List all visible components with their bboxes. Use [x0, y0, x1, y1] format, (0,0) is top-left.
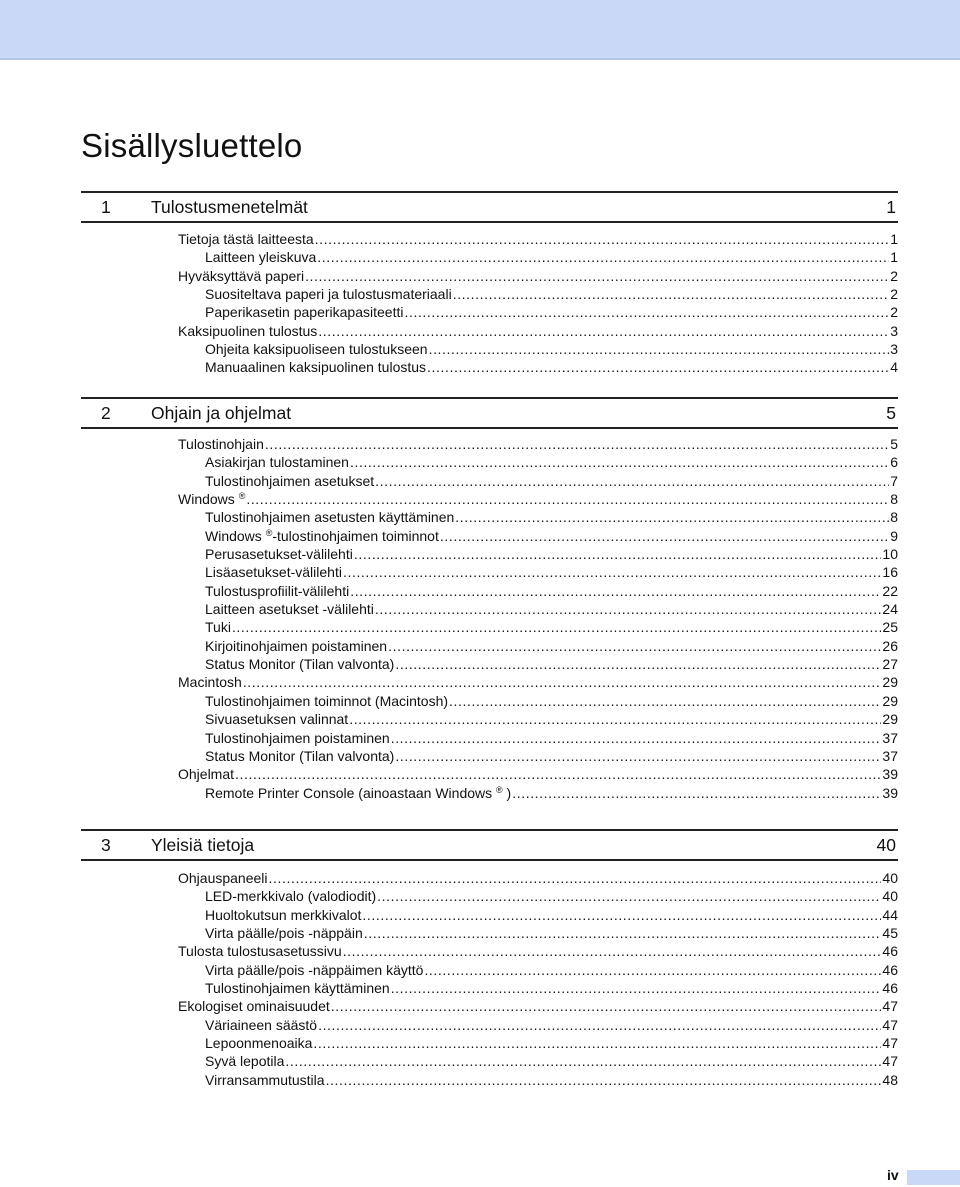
dot-leader — [343, 563, 881, 581]
toc-entry[interactable] — [178, 527, 898, 545]
toc-entry-label — [178, 765, 234, 783]
page-tab-color-block — [907, 1170, 960, 1185]
toc-entry[interactable] — [178, 692, 898, 710]
toc-entry-label-text: Kirjoitinohjaimen poistaminen — [205, 637, 388, 654]
toc-entry-page-number: 3 — [890, 341, 898, 358]
toc-entry-label — [178, 869, 268, 887]
toc-entry-page-number: 44 — [882, 906, 898, 923]
toc-entry-label — [205, 545, 353, 563]
toc-entry-page-number: 8 — [890, 509, 898, 526]
toc-entry-page-number: 27 — [882, 656, 898, 673]
toc-entry-label-text: Manuaalinen kaksipuolinen tulostus — [205, 359, 427, 376]
toc-entry[interactable] — [178, 508, 898, 526]
toc-entry-label — [178, 267, 304, 285]
toc-entry-label-text: Laitteen asetukset -välilehti — [205, 601, 374, 618]
toc-entry-label — [205, 924, 363, 942]
dot-leader — [349, 710, 881, 728]
dot-leader — [285, 1052, 881, 1070]
toc-entry-label-text: Hyväksyttävä paperi — [178, 267, 305, 284]
toc-entry-label-text: Virta päälle/pois -näppäin — [205, 925, 363, 942]
toc-entry-page-number: 47 — [882, 1016, 898, 1033]
toc-entry-label-text: Ohjauspaneeli — [178, 870, 268, 886]
toc-entry-label — [178, 673, 242, 691]
toc-entry[interactable] — [178, 942, 898, 960]
toc-entry-page-number: 40 — [882, 870, 898, 886]
toc-entry-label — [205, 1071, 325, 1089]
dot-leader — [427, 358, 889, 376]
toc-entry-page-number: 39 — [882, 766, 898, 783]
toc-entry-label-text: Tulostinohjain — [178, 436, 264, 452]
toc-entry[interactable] — [178, 961, 898, 979]
dot-leader — [364, 924, 882, 942]
toc-entry-label-text: Windows — [178, 491, 235, 508]
toc-entry-label — [178, 435, 264, 453]
footer-page-number: iv — [887, 1167, 899, 1183]
chapter-title: Tulostusmenetelmät — [151, 197, 308, 217]
chapter-number: 1 — [101, 197, 111, 217]
toc-entry-page-number: 47 — [882, 998, 898, 1015]
toc-entry-label — [205, 285, 452, 303]
toc-entry-page-number: 47 — [882, 1053, 898, 1070]
dot-leader — [391, 729, 882, 747]
registered-mark: ® — [265, 527, 273, 538]
toc-entry-label-text: Tulosta tulostusasetussivu — [178, 943, 342, 960]
toc-entry-page-number: 26 — [882, 637, 898, 654]
dot-leader — [391, 979, 882, 997]
dot-leader — [512, 784, 881, 802]
toc-entry[interactable] — [178, 435, 898, 453]
toc-entry-page-number: 40 — [882, 888, 898, 905]
dot-leader — [354, 545, 882, 563]
toc-entry-label — [178, 997, 330, 1015]
toc-entry[interactable] — [178, 230, 898, 248]
toc-entry-label-text: Syvä lepotila — [205, 1053, 285, 1070]
toc-entry-label — [205, 453, 349, 471]
toc-entry[interactable] — [178, 472, 898, 490]
toc-entry-label — [205, 710, 348, 728]
toc-entry-page-number: 3 — [890, 322, 898, 339]
registered-mark: ® — [496, 784, 503, 795]
toc-entry-page-number: 29 — [882, 711, 898, 728]
toc-entry-label — [205, 340, 428, 358]
toc-entry[interactable] — [178, 924, 898, 942]
toc-entry[interactable] — [178, 1034, 898, 1052]
chapter-2-heading[interactable] — [81, 397, 898, 429]
toc-entry[interactable] — [178, 248, 898, 266]
toc-entry[interactable] — [178, 563, 898, 581]
toc-entry[interactable] — [178, 729, 898, 747]
toc-entry-label — [205, 692, 448, 710]
toc-entry-page-number: 2 — [890, 304, 898, 321]
dot-leader — [326, 1071, 882, 1089]
toc-entry-label-text: Ohjeita kaksipuoliseen tulostukseen — [205, 341, 428, 358]
dot-leader — [424, 961, 881, 979]
dot-leader — [350, 453, 889, 471]
toc-entry-label — [205, 1052, 284, 1070]
toc-entry[interactable] — [178, 637, 898, 655]
toc-entry-page-number: 16 — [882, 564, 898, 581]
toc-entry-label-text: Macintosh — [178, 674, 242, 691]
toc-entry-label — [178, 942, 342, 960]
toc-entry-label-text: Suositeltava paperi ja tulostusmateriaali — [205, 286, 452, 303]
toc-entry-page-number: 1 — [890, 231, 898, 247]
toc-entry[interactable] — [178, 322, 898, 340]
toc-entry-label-text: Väriaineen säästö — [205, 1016, 318, 1033]
toc-entry-label — [205, 527, 439, 545]
chapter-1-heading[interactable] — [81, 191, 898, 223]
dot-leader — [395, 747, 881, 765]
toc-entry-page-number: 48 — [882, 1071, 898, 1088]
toc-entry[interactable] — [178, 765, 898, 783]
toc-entry-label-text: LED-merkkivalo (valodiodit) — [205, 888, 377, 905]
toc-entry-page-number: 2 — [890, 267, 898, 284]
dot-leader — [232, 618, 881, 636]
toc-entry[interactable] — [178, 673, 898, 691]
toc-entry-page-number: 45 — [882, 925, 898, 942]
toc-entry-label — [178, 230, 314, 248]
toc-entry-page-number: 7 — [890, 472, 898, 489]
toc-entry-page-number: 47 — [882, 1035, 898, 1052]
chapter-title: Yleisiä tietoja — [151, 835, 255, 855]
toc-entry-page-number: 37 — [882, 729, 898, 746]
page-title: Sisällysluettelo — [81, 127, 303, 164]
toc-entry-page-number: 2 — [890, 286, 898, 303]
toc-entry[interactable] — [178, 906, 898, 924]
toc-entry-label-text: Sivuasetuksen valinnat — [205, 711, 349, 728]
toc-entry-page-number: 25 — [882, 619, 898, 636]
toc-entry-label — [205, 979, 390, 997]
toc-entry-page-number: 29 — [882, 674, 898, 691]
toc-entry-label — [205, 637, 387, 655]
chapter-page-number: 40 — [876, 835, 896, 855]
chapter-number: 3 — [101, 835, 111, 855]
toc-entry[interactable] — [178, 285, 898, 303]
toc-entry-label-text: Paperikasetin paperikapasiteetti — [205, 304, 404, 321]
toc-entry[interactable] — [178, 1071, 898, 1089]
toc-entry-label — [205, 906, 361, 924]
toc-entry-label — [178, 490, 245, 508]
dot-leader — [362, 906, 881, 924]
toc-entry-label — [205, 784, 511, 802]
toc-entry-label-suffix: ) — [502, 784, 512, 801]
toc-entry-label-text: Status Monitor (Tilan valvonta) — [205, 747, 395, 764]
toc-entry-page-number: 29 — [882, 692, 898, 709]
toc-entry[interactable] — [178, 1016, 898, 1034]
toc-entry-label — [205, 747, 394, 765]
toc-entry-label-text: Windows — [205, 527, 262, 544]
dot-leader — [343, 942, 882, 960]
dot-leader — [404, 303, 889, 321]
dot-leader — [317, 248, 889, 266]
toc-entry[interactable] — [178, 618, 898, 636]
toc-entry[interactable] — [178, 267, 898, 285]
toc-entry-label-text: Ohjelmat — [178, 766, 235, 783]
toc-entry-label-text: Tulostinohjaimen toiminnot (Macintosh) — [205, 692, 449, 709]
toc-entry-page-number: 22 — [882, 582, 898, 599]
toc-entry[interactable] — [178, 979, 898, 997]
dot-leader — [318, 322, 889, 340]
chapter-number: 2 — [101, 403, 111, 423]
dot-leader — [388, 637, 881, 655]
toc-entry-label-text: Ekologiset ominaisuudet — [178, 998, 330, 1015]
dot-leader — [246, 490, 889, 508]
chapter-1-toc-list — [178, 230, 898, 377]
toc-entry-label — [205, 729, 390, 747]
toc-entry-page-number: 39 — [882, 784, 898, 801]
toc-entry[interactable] — [178, 582, 898, 600]
toc-entry[interactable] — [178, 303, 898, 321]
toc-entry-page-number: 10 — [882, 546, 898, 563]
dot-leader — [305, 267, 889, 285]
toc-entry-label-text: Tulostinohjaimen asetukset — [205, 472, 375, 489]
toc-entry-label — [205, 582, 349, 600]
dot-leader — [429, 340, 890, 358]
toc-entry-page-number: 46 — [882, 961, 898, 978]
toc-entry-label-text: Lepoonmenoaika — [205, 1035, 313, 1052]
toc-entry-page-number: 9 — [890, 527, 898, 544]
toc-entry-label — [205, 248, 316, 266]
toc-entry-label-text: Virransammutustila — [205, 1071, 325, 1088]
toc-entry-label-text: Huoltokutsun merkkivalot — [205, 906, 362, 923]
toc-entry-label — [205, 1016, 317, 1034]
toc-entry[interactable] — [178, 340, 898, 358]
toc-entry-page-number: 5 — [890, 436, 898, 452]
toc-entry[interactable] — [178, 869, 898, 887]
chapter-page-number: 1 — [886, 197, 896, 217]
chapter-title: Ohjain ja ohjelmat — [151, 403, 292, 423]
toc-entry[interactable] — [178, 655, 898, 673]
toc-entry[interactable] — [178, 997, 898, 1015]
toc-entry-label-text: Laitteen yleiskuva — [205, 249, 317, 266]
toc-entry-label — [205, 1034, 312, 1052]
dot-leader — [377, 887, 881, 905]
dot-leader — [243, 673, 882, 691]
toc-entry-label-text: Tulostusprofiilit-välilehti — [205, 582, 350, 599]
dot-leader — [395, 655, 881, 673]
toc-entry-label — [205, 887, 376, 905]
toc-entry-label — [205, 563, 342, 581]
toc-entry[interactable] — [178, 887, 898, 905]
toc-entry[interactable] — [178, 453, 898, 471]
chapter-2-toc-list — [178, 435, 898, 802]
toc-entry-page-number: 24 — [882, 601, 898, 618]
dot-leader — [375, 600, 882, 618]
toc-entry-page-number: 8 — [890, 491, 898, 508]
toc-entry-label-text: Tietoja tästä laitteesta — [178, 231, 314, 247]
toc-entry[interactable] — [178, 358, 898, 376]
toc-entry-page-number: 1 — [890, 249, 898, 266]
toc-entry[interactable] — [178, 1052, 898, 1070]
toc-entry[interactable] — [178, 545, 898, 563]
toc-entry-label — [205, 358, 426, 376]
toc-entry-label-text: Perusasetukset-välilehti — [205, 546, 353, 563]
toc-entry-page-number: 4 — [890, 359, 898, 376]
toc-entry-label — [205, 303, 403, 321]
chapter-3-heading[interactable] — [81, 829, 898, 861]
dot-leader — [318, 1016, 881, 1034]
toc-entry-page-number: 6 — [890, 454, 898, 471]
dot-leader — [269, 869, 882, 887]
dot-leader — [313, 1034, 881, 1052]
dot-leader — [440, 527, 889, 545]
toc-entry-label — [205, 655, 394, 673]
toc-entry-page-number: 46 — [882, 943, 898, 960]
toc-entry-label — [205, 472, 374, 490]
toc-entry-label-text: Status Monitor (Tilan valvonta) — [205, 656, 395, 673]
toc-entry-label-text: Lisäasetukset-välilehti — [205, 564, 342, 581]
top-header-band — [0, 0, 960, 60]
dot-leader — [265, 435, 889, 453]
toc-entry[interactable] — [178, 490, 898, 508]
toc-entry-label-text: Virta päälle/pois -näppäimen käyttö — [205, 961, 424, 978]
toc-entry[interactable] — [178, 600, 898, 618]
toc-entry-label-text: Kaksipuolinen tulostus — [178, 322, 318, 339]
dot-leader — [235, 765, 881, 783]
toc-entry-label — [205, 600, 374, 618]
toc-entry-label-text: Tulostinohjaimen asetusten käyttäminen — [205, 509, 455, 526]
dot-leader — [375, 472, 889, 490]
toc-entry-label — [178, 322, 317, 340]
toc-entry-label — [205, 618, 231, 636]
page-number-tab — [880, 1166, 960, 1187]
dot-leader — [449, 692, 881, 710]
toc-entry[interactable] — [178, 747, 898, 765]
toc-entry-label-suffix: -tulostinohjaimen toiminnot — [272, 527, 439, 544]
chapter-page-number: 5 — [886, 403, 896, 423]
toc-entry-label-text: Tulostinohjaimen poistaminen — [205, 729, 390, 746]
toc-entry-label-text: Tuki — [205, 619, 231, 636]
toc-entry-label — [205, 961, 423, 979]
toc-entry-label-text: Remote Printer Console (ainoastaan Windows — [205, 784, 493, 801]
toc-entry[interactable] — [178, 784, 898, 802]
dot-leader — [315, 230, 890, 248]
dot-leader — [350, 582, 881, 600]
chapter-3-toc-list — [178, 869, 898, 1089]
toc-entry-label-text: Tulostinohjaimen käyttäminen — [205, 980, 390, 997]
toc-entry-label-text: Asiakirjan tulostaminen — [205, 454, 349, 471]
toc-entry-page-number: 37 — [882, 747, 898, 764]
dot-leader — [453, 285, 890, 303]
toc-entry[interactable] — [178, 710, 898, 728]
registered-mark: ® — [238, 491, 246, 502]
dot-leader — [331, 997, 882, 1015]
dot-leader — [455, 508, 889, 526]
toc-entry-label — [205, 508, 454, 526]
toc-entry-page-number: 46 — [882, 980, 898, 997]
